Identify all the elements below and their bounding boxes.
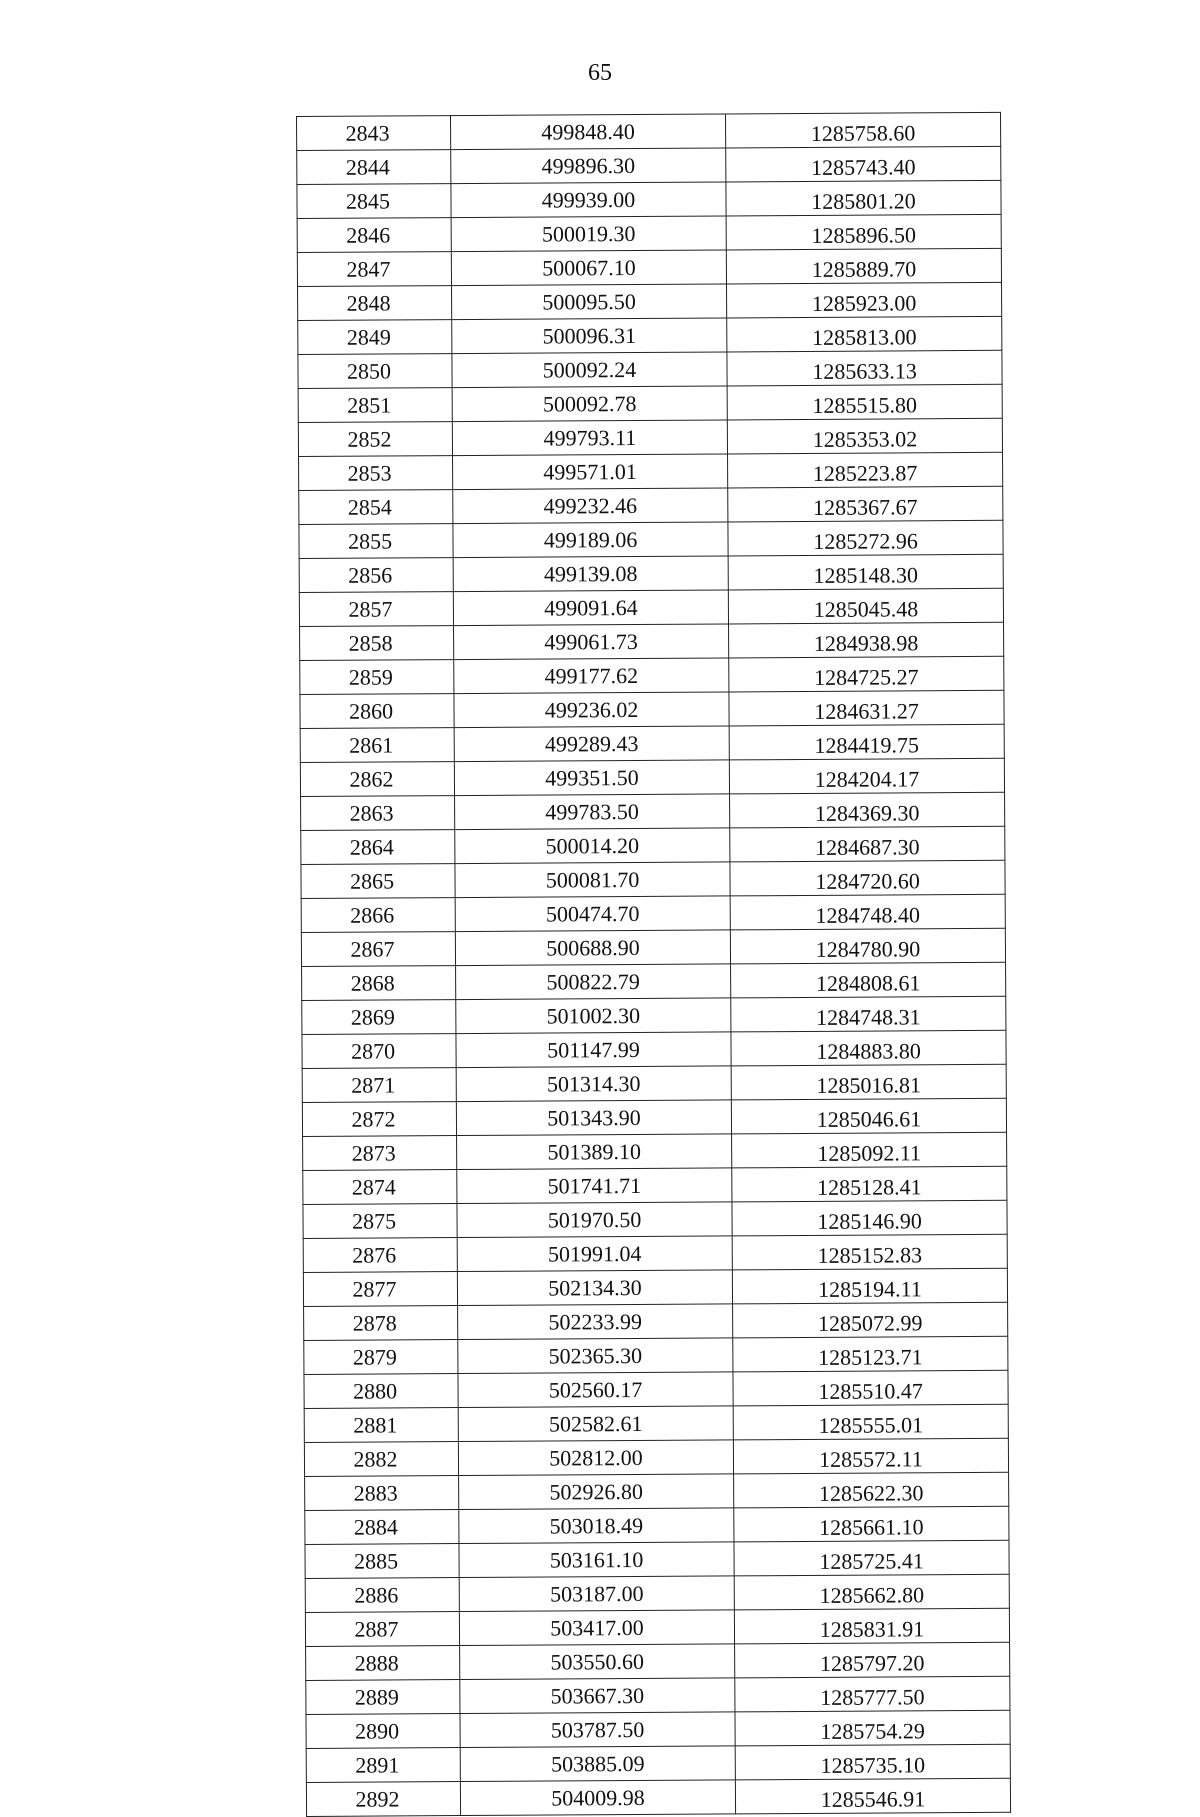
point-number-cell: 2871	[302, 1068, 456, 1103]
x-coordinate-cell: 500067.10	[451, 250, 726, 286]
y-coordinate-cell: 1285661.10	[734, 1506, 1009, 1542]
table-row	[303, 1268, 1007, 1306]
table-row	[299, 452, 1003, 490]
coordinates-table	[296, 112, 1011, 1817]
y-coordinate-cell: 1284204.17	[729, 758, 1004, 794]
point-number-cell: 2851	[298, 388, 452, 423]
x-coordinate-cell: 503161.10	[459, 1542, 734, 1578]
point-number-cell: 2877	[303, 1272, 457, 1307]
table-row	[306, 1710, 1010, 1748]
point-number-cell: 2881	[304, 1408, 458, 1443]
y-coordinate-cell: 1285572.11	[733, 1438, 1008, 1474]
x-coordinate-cell: 500092.78	[452, 386, 727, 422]
y-coordinate-cell: 1284720.60	[730, 860, 1005, 896]
table-row	[298, 418, 1002, 456]
point-number-cell: 2879	[304, 1340, 458, 1375]
point-number-cell: 2866	[301, 898, 455, 933]
point-number-cell: 2859	[300, 660, 454, 695]
point-number-cell: 2891	[306, 1748, 460, 1783]
point-number-cell: 2869	[302, 1000, 456, 1035]
x-coordinate-cell: 503550.60	[460, 1644, 735, 1680]
table-row	[303, 1166, 1007, 1204]
x-coordinate-cell: 502812.00	[458, 1440, 733, 1476]
table-row	[305, 1540, 1009, 1578]
table-row	[303, 1132, 1007, 1170]
x-coordinate-cell: 503018.49	[459, 1508, 734, 1544]
table-row	[301, 928, 1005, 966]
x-coordinate-cell: 499236.02	[454, 692, 729, 728]
point-number-cell: 2861	[300, 728, 454, 763]
x-coordinate-cell: 500019.30	[451, 216, 726, 252]
y-coordinate-cell: 1285152.83	[732, 1234, 1007, 1270]
y-coordinate-cell: 1284631.27	[729, 690, 1004, 726]
point-number-cell: 2875	[303, 1204, 457, 1239]
y-coordinate-cell: 1285743.40	[726, 146, 1001, 182]
table-row	[297, 180, 1001, 218]
point-number-cell: 2887	[305, 1612, 459, 1647]
table-row	[298, 282, 1002, 320]
y-coordinate-cell: 1285777.50	[735, 1676, 1010, 1712]
table-row	[301, 792, 1005, 830]
y-coordinate-cell: 1285223.87	[728, 452, 1003, 488]
point-number-cell: 2856	[299, 558, 453, 593]
table-row	[300, 690, 1004, 728]
y-coordinate-cell: 1285758.60	[725, 112, 1000, 148]
x-coordinate-cell: 503885.09	[460, 1746, 735, 1782]
point-number-cell: 2849	[298, 320, 452, 355]
x-coordinate-cell: 501147.99	[456, 1032, 731, 1068]
x-coordinate-cell: 500092.24	[452, 352, 727, 388]
point-number-cell: 2845	[297, 184, 451, 219]
x-coordinate-cell: 503787.50	[460, 1712, 735, 1748]
y-coordinate-cell: 1285555.01	[733, 1404, 1008, 1440]
x-coordinate-cell: 502560.17	[458, 1372, 733, 1408]
point-number-cell: 2867	[301, 932, 455, 967]
point-number-cell: 2855	[299, 524, 453, 559]
y-coordinate-cell: 1284883.80	[731, 1030, 1006, 1066]
y-coordinate-cell: 1285092.11	[732, 1132, 1007, 1168]
x-coordinate-cell: 499351.50	[454, 760, 729, 796]
y-coordinate-cell: 1285515.80	[727, 384, 1002, 420]
y-coordinate-cell: 1285831.91	[734, 1608, 1009, 1644]
table-row	[302, 996, 1006, 1034]
point-number-cell: 2880	[304, 1374, 458, 1409]
point-number-cell: 2843	[297, 116, 451, 151]
x-coordinate-cell: 501741.71	[457, 1168, 732, 1204]
y-coordinate-cell: 1285353.02	[727, 418, 1002, 454]
table-row	[305, 1574, 1009, 1612]
y-coordinate-cell: 1285072.99	[733, 1302, 1008, 1338]
y-coordinate-cell: 1285123.71	[733, 1336, 1008, 1372]
point-number-cell: 2878	[304, 1306, 458, 1341]
x-coordinate-cell: 504009.98	[460, 1780, 735, 1816]
table-row	[297, 214, 1001, 252]
table-row	[304, 1302, 1008, 1340]
table-row	[303, 1200, 1007, 1238]
y-coordinate-cell: 1285194.11	[732, 1268, 1007, 1304]
x-coordinate-cell: 502134.30	[457, 1270, 732, 1306]
table-row	[306, 1744, 1010, 1782]
y-coordinate-cell: 1285148.30	[728, 554, 1003, 590]
x-coordinate-cell: 501991.04	[457, 1236, 732, 1272]
y-coordinate-cell: 1285045.48	[728, 588, 1003, 624]
point-number-cell: 2882	[304, 1442, 458, 1477]
table-row	[301, 826, 1005, 864]
point-number-cell: 2890	[306, 1714, 460, 1749]
x-coordinate-cell: 500081.70	[455, 862, 730, 898]
table-row	[305, 1472, 1009, 1510]
x-coordinate-cell: 499783.50	[455, 794, 730, 830]
table-row	[297, 248, 1001, 286]
table-row	[299, 520, 1003, 558]
x-coordinate-cell: 503187.00	[459, 1576, 734, 1612]
y-coordinate-cell: 1284780.90	[730, 928, 1005, 964]
point-number-cell: 2876	[303, 1238, 457, 1273]
y-coordinate-cell: 1284419.75	[729, 724, 1004, 760]
x-coordinate-cell: 502233.99	[458, 1304, 733, 1340]
y-coordinate-cell: 1285923.00	[727, 282, 1002, 318]
table-row	[304, 1370, 1008, 1408]
x-coordinate-cell: 499189.06	[453, 522, 728, 558]
y-coordinate-cell: 1285754.29	[735, 1710, 1010, 1746]
point-number-cell: 2844	[297, 150, 451, 185]
y-coordinate-cell: 1285510.47	[733, 1370, 1008, 1406]
table-row	[300, 724, 1004, 762]
table-row	[297, 146, 1001, 184]
point-number-cell: 2892	[306, 1782, 460, 1817]
y-coordinate-cell: 1285813.00	[727, 316, 1002, 352]
x-coordinate-cell: 500014.20	[455, 828, 730, 864]
x-coordinate-cell: 499139.08	[453, 556, 728, 592]
point-number-cell: 2865	[301, 864, 455, 899]
y-coordinate-cell: 1285797.20	[735, 1642, 1010, 1678]
x-coordinate-cell: 499793.11	[452, 420, 727, 456]
table-row	[300, 622, 1004, 660]
point-number-cell: 2853	[299, 456, 453, 491]
table-row	[302, 1030, 1006, 1068]
point-number-cell: 2864	[301, 830, 455, 865]
y-coordinate-cell: 1285367.67	[728, 486, 1003, 522]
x-coordinate-cell: 501002.30	[456, 998, 731, 1034]
table-row	[300, 656, 1004, 694]
x-coordinate-cell: 499896.30	[451, 148, 726, 184]
y-coordinate-cell: 1285735.10	[735, 1744, 1010, 1780]
x-coordinate-cell: 502926.80	[459, 1474, 734, 1510]
table-row	[298, 316, 1002, 354]
table-row	[306, 1778, 1010, 1816]
y-coordinate-cell: 1284938.98	[729, 622, 1004, 658]
x-coordinate-cell: 499091.64	[453, 590, 728, 626]
y-coordinate-cell: 1285622.30	[734, 1472, 1009, 1508]
table-row	[304, 1438, 1008, 1476]
table-row	[306, 1676, 1010, 1714]
x-coordinate-cell: 500096.31	[452, 318, 727, 354]
x-coordinate-cell: 500095.50	[452, 284, 727, 320]
point-number-cell: 2886	[305, 1578, 459, 1613]
point-number-cell: 2872	[302, 1102, 456, 1137]
x-coordinate-cell: 499848.40	[451, 114, 726, 150]
point-number-cell: 2870	[302, 1034, 456, 1069]
point-number-cell: 2889	[306, 1680, 460, 1715]
x-coordinate-cell: 502365.30	[458, 1338, 733, 1374]
x-coordinate-cell: 503667.30	[460, 1678, 735, 1714]
point-number-cell: 2850	[298, 354, 452, 389]
table-row	[298, 384, 1002, 422]
point-number-cell: 2857	[299, 592, 453, 627]
y-coordinate-cell: 1285046.61	[731, 1098, 1006, 1134]
y-coordinate-cell: 1284687.30	[730, 826, 1005, 862]
table-row	[303, 1234, 1007, 1272]
y-coordinate-cell: 1285801.20	[726, 180, 1001, 216]
y-coordinate-cell: 1285662.80	[734, 1574, 1009, 1610]
y-coordinate-cell: 1285725.41	[734, 1540, 1009, 1576]
table-row	[299, 588, 1003, 626]
table-row	[302, 1064, 1006, 1102]
y-coordinate-cell: 1284748.40	[730, 894, 1005, 930]
x-coordinate-cell: 501970.50	[457, 1202, 732, 1238]
table-row	[302, 1098, 1006, 1136]
point-number-cell: 2854	[299, 490, 453, 525]
point-number-cell: 2858	[300, 626, 454, 661]
table-row	[305, 1506, 1009, 1544]
point-number-cell: 2848	[298, 286, 452, 321]
x-coordinate-cell: 500688.90	[455, 930, 730, 966]
y-coordinate-cell: 1285633.13	[727, 350, 1002, 386]
y-coordinate-cell: 1284369.30	[730, 792, 1005, 828]
point-number-cell: 2883	[305, 1476, 459, 1511]
x-coordinate-cell: 500822.79	[456, 964, 731, 1000]
point-number-cell: 2868	[302, 966, 456, 1001]
x-coordinate-cell: 503417.00	[459, 1610, 734, 1646]
table-row	[302, 962, 1006, 1000]
y-coordinate-cell: 1284808.61	[731, 962, 1006, 998]
table-row	[301, 860, 1005, 898]
table-row	[301, 894, 1005, 932]
y-coordinate-cell: 1285016.81	[731, 1064, 1006, 1100]
x-coordinate-cell: 499939.00	[451, 182, 726, 218]
table-row	[306, 1642, 1010, 1680]
page-number: 65	[588, 60, 612, 86]
table-row	[304, 1404, 1008, 1442]
x-coordinate-cell: 501314.30	[456, 1066, 731, 1102]
y-coordinate-cell: 1285546.91	[735, 1778, 1010, 1814]
point-number-cell: 2888	[306, 1646, 460, 1681]
coordinates-table-body	[297, 112, 1011, 1816]
x-coordinate-cell: 500474.70	[455, 896, 730, 932]
point-number-cell: 2884	[305, 1510, 459, 1545]
x-coordinate-cell: 501343.90	[456, 1100, 731, 1136]
y-coordinate-cell: 1284748.31	[731, 996, 1006, 1032]
point-number-cell: 2873	[303, 1136, 457, 1171]
y-coordinate-cell: 1285896.50	[726, 214, 1001, 250]
x-coordinate-cell: 501389.10	[457, 1134, 732, 1170]
table-row	[304, 1336, 1008, 1374]
x-coordinate-cell: 499571.01	[453, 454, 728, 490]
table-row	[298, 350, 1002, 388]
y-coordinate-cell: 1285146.90	[732, 1200, 1007, 1236]
point-number-cell: 2885	[305, 1544, 459, 1579]
y-coordinate-cell: 1285272.96	[728, 520, 1003, 556]
y-coordinate-cell: 1285128.41	[732, 1166, 1007, 1202]
table-row	[299, 486, 1003, 524]
table-row	[305, 1608, 1009, 1646]
point-number-cell: 2846	[297, 218, 451, 253]
x-coordinate-cell: 499232.46	[453, 488, 728, 524]
y-coordinate-cell: 1284725.27	[729, 656, 1004, 692]
x-coordinate-cell: 499289.43	[454, 726, 729, 762]
table-row	[300, 758, 1004, 796]
point-number-cell: 2852	[298, 422, 452, 457]
point-number-cell: 2874	[303, 1170, 457, 1205]
y-coordinate-cell: 1285889.70	[726, 248, 1001, 284]
table-row	[299, 554, 1003, 592]
point-number-cell: 2862	[300, 762, 454, 797]
point-number-cell: 2860	[300, 694, 454, 729]
x-coordinate-cell: 499177.62	[454, 658, 729, 694]
x-coordinate-cell: 499061.73	[454, 624, 729, 660]
point-number-cell: 2863	[301, 796, 455, 831]
point-number-cell: 2847	[297, 252, 451, 287]
x-coordinate-cell: 502582.61	[458, 1406, 733, 1442]
table-row	[297, 112, 1001, 150]
